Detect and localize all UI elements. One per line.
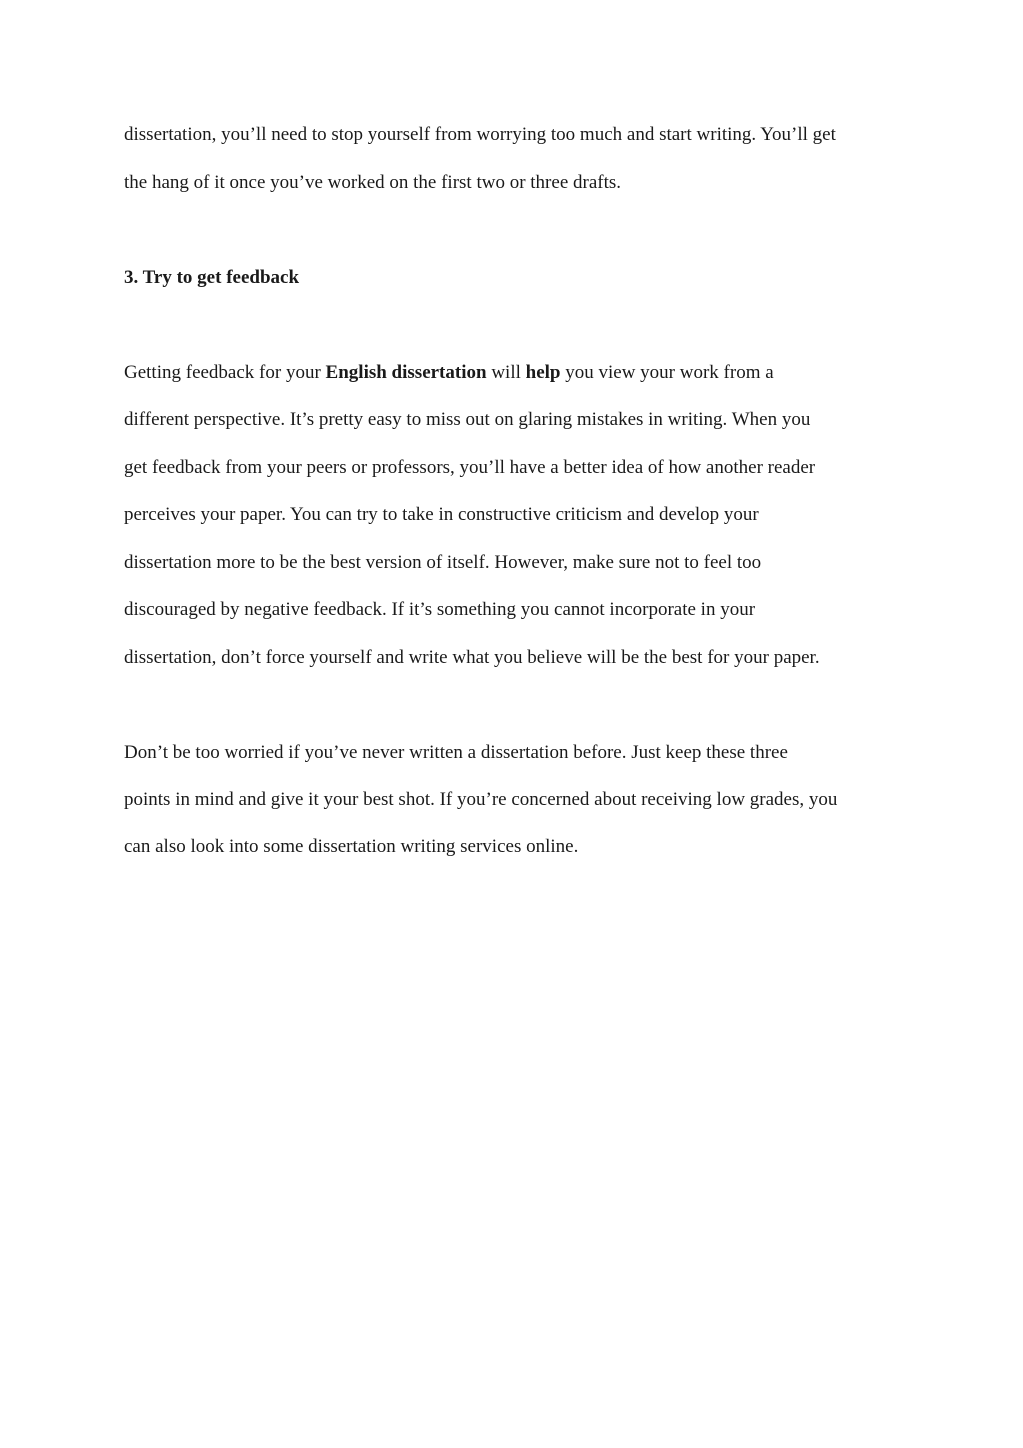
feedback-line-6: discouraged by negative feedback. If it’s something you cannot incorporate in your [124, 599, 756, 620]
conclusion-line-3: can also look into some dissertation writing services online. [124, 836, 579, 857]
feedback-line-4: perceives your paper. You can try to take in constructive criticism and develop your [124, 504, 759, 525]
conclusion-line-1: Don’t be too worried if you’ve never written a dissertation before. Just keep these three [124, 742, 788, 763]
feedback-line-5: dissertation more to be the best version of itself. However, make sure not to feel too [124, 552, 762, 573]
bold-help: help [525, 362, 561, 383]
bold-english-dissertation: English dissertation [325, 362, 487, 383]
feedback-line-7: dissertation, don’t force yourself and write what you believe will be the best for your paper. [124, 647, 820, 668]
feedback-line-3: get feedback from your peers or professors, you’ll have a better idea of how another reader [124, 457, 816, 478]
feedback-line-1-text-a: Getting feedback for your [124, 362, 326, 383]
feedback-line-2: different perspective. It’s pretty easy to miss out on glaring mistakes in writing. When you [124, 409, 811, 430]
feedback-line-1-text-b: will [486, 362, 526, 383]
feedback-line-1-text-c: you view your work from a [560, 362, 774, 383]
feedback-line-1 [124, 361, 774, 385]
conclusion-line-2: points in mind and give it your best shot. If you’re concerned about receiving low grades, you [124, 789, 838, 810]
intro-line-1: dissertation, you’ll need to stop yourself from worrying too much and start writing. You’ll get [124, 124, 836, 145]
section-heading: 3. Try to get feedback [124, 267, 300, 288]
intro-line-2: the hang of it once you’ve worked on the first two or three drafts. [124, 172, 622, 193]
